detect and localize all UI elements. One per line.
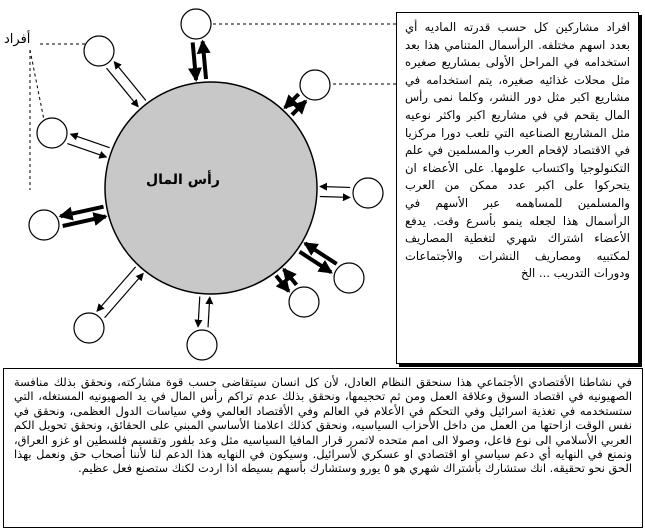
participant-to-capital-arrow: [67, 144, 106, 157]
participant-circle: [37, 118, 67, 148]
participant-circle: [181, 9, 211, 39]
capital-to-participant-arrow: [300, 252, 332, 273]
participants-label: أفراد: [4, 32, 31, 47]
goals-text: في نشاطنا الأقتصادي الأجتماعي هذا سنحقق النظام العادل، لأن كل انسان سيتقاضى حسب قوة مشاركته، ونحقق بذلك منافسة الصهيونيه في اقتصاد السوق وعلاقة العمل ومن ثم تحجيمها، ونحقق بذلك عدم تراكم رأس المال في يد الصهيونيه المستغله، التي ستستخدمه في تغذية اسرائيل وفي التحكم في الأعلام في العالم وفي الأقتصاد العالمي وفي سياسات الدول العظمى، ونحقق في نفس الوقت ازاحتها من العمل من داخل الأحزاب السياسيه، ونحقق كذلك اعلامنا الأساسي المبني على الحقائق، ونحقق تحويل الكم العربي الأسلامي الى نوع فاعل، وصولا الى امم متحده لاتمرر قرار المافيا السياسيه مثل وعد بلفور وتقسيم فلسطين او غزو العراق، ونمنع في النهايه أي دعم سياسي او اقتصادي او عسكري لأسرائيل. وسيكون في النهايه هذا الدعم لنا لأننا أصحاب حق ونعمل بهذا الحق نحو تحقيقه. انك ستشارك بأشتراك شهري هو ٥ يورو وستشارك بأسهم بسيطه اذا اردت لكنك ستصنع فعل عظيم.: [14, 375, 632, 476]
capital-to-participant-arrow: [320, 196, 350, 197]
capital-to-participant-arrow: [198, 297, 200, 327]
capital-label: رأس المال: [146, 172, 220, 188]
participant-to-capital-arrow: [107, 68, 139, 107]
description-text: افراد مشاركين كل حسب قدرته الماديه أي بعدد اسهم مختلفه. الرأسمال المتنامي هذا بعد استخدامه في المراحل الأولى بمشاريع صغيره مثل محلات غذائيه صغيره، يتم استخدامه في مشاريع اكبر مثل دور النشر، وكلما نمى رأس المال يقحم في في مشاريع اكبر واكثر نوعيه مثل المشاريع الصناعيه التي تلعب دورا مركزيا في الاقتصاد لإقحام العرب والمسلمين في علم التكنولوجيا واكتساب علومها. على الأعضاء ان يتحركوا على اكبر عدد ممكن من العرب والمسلمين للمساهمه عبر الأسهم في الرأسمال هذا لجعله ينمو بأسرع وقت. يدفع الأعضاء اشتراك شهري لتغطية المصاريف لمكتبيه ومصاريف النشرات والأجتماعات ودورات التدريب ... الخ: [405, 20, 630, 281]
participant-to-capital-arrow: [305, 243, 337, 264]
participant-circle: [300, 70, 330, 100]
participant-circle: [84, 36, 114, 66]
participant-circle: [187, 330, 217, 360]
goals-text-box: [3, 368, 643, 528]
capital-to-participant-arrow: [292, 101, 306, 115]
capital-to-participant-arrow: [60, 207, 103, 217]
participant-to-capital-arrow: [208, 297, 210, 327]
participant-circle: [353, 178, 383, 208]
participant-circle: [29, 210, 59, 240]
label-pointer-line: [30, 50, 44, 120]
participant-to-capital-arrow: [193, 42, 196, 80]
participant-to-capital-arrow: [63, 216, 106, 226]
capital-to-participant-arrow: [114, 62, 146, 101]
description-text-box: [396, 12, 639, 364]
participant-circle: [289, 287, 319, 317]
participant-circle: [334, 263, 364, 293]
participant-to-capital-arrow: [285, 94, 299, 108]
participant-circle: [74, 313, 104, 343]
capital-to-participant-arrow: [203, 41, 206, 79]
capital-circle: [105, 82, 317, 294]
participant-to-capital-arrow: [320, 186, 350, 187]
participant-to-capital-arrow: [284, 269, 297, 285]
capital-to-participant-arrow: [71, 134, 110, 147]
capital-to-participant-arrow: [276, 276, 289, 292]
